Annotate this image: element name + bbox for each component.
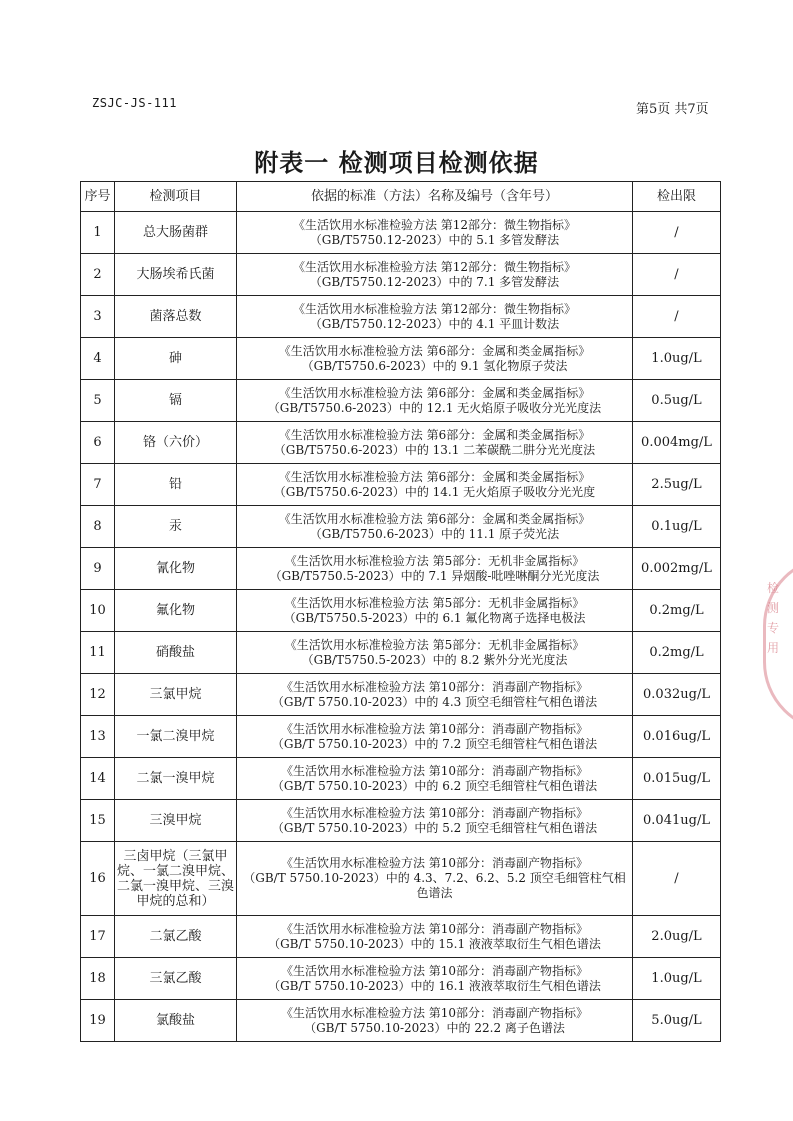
row-number: 1 (81, 212, 115, 254)
table-row (81, 506, 721, 548)
detection-item: 总大肠菌群 (115, 212, 237, 254)
table-row (81, 632, 721, 674)
method-line-1: 《生活饮用水标准检验方法 第10部分：消毒副产物指标》 (280, 856, 589, 870)
method-line-2: （GB/T5750.6-2023）中的 12.1 无火焰原子吸收分光光度法 (267, 400, 602, 415)
table-row (81, 590, 721, 632)
row-number: 7 (81, 464, 115, 506)
method-line-1: 《生活饮用水标准检验方法 第5部分：无机非金属指标》 (284, 553, 585, 568)
row-number: 14 (81, 758, 115, 800)
row-number: 17 (81, 916, 115, 958)
detection-limit: 0.032ug/L (633, 674, 721, 716)
method-line-1: 《生活饮用水标准检验方法 第6部分：金属和类金属指标》 (278, 469, 591, 484)
seal-stamp (757, 556, 793, 726)
table-row (81, 842, 721, 916)
detection-limit: 0.002mg/L (633, 548, 721, 590)
table-row (81, 338, 721, 380)
table-header-row (81, 182, 721, 212)
table-row (81, 296, 721, 338)
row-number: 19 (81, 1000, 115, 1042)
detection-limit: 0.004mg/L (633, 422, 721, 464)
detection-limit: 0.5ug/L (633, 380, 721, 422)
detection-limit: 0.2mg/L (633, 632, 721, 674)
method-standard (237, 464, 633, 506)
detection-limit: 2.5ug/L (633, 464, 721, 506)
table-row (81, 422, 721, 464)
method-line-1: 《生活饮用水标准检验方法 第12部分：微生物指标》 (292, 259, 577, 274)
method-standard (237, 716, 633, 758)
detection-limit: / (633, 212, 721, 254)
method-standard (237, 506, 633, 548)
column-header-item: 检测项目 (115, 182, 237, 212)
method-standard (237, 212, 633, 254)
table-row (81, 674, 721, 716)
method-line-2: （GB/T5750.6-2023）中的 14.1 无火焰原子吸收分光光度 (273, 484, 596, 499)
method-line-2: （GB/T5750.5-2023）中的 7.1 异烟酸-吡唑啉酮分光光度法 (269, 568, 600, 583)
detection-item: 二氯乙酸 (115, 916, 237, 958)
method-line-2: （GB/T5750.6-2023）中的 9.1 氢化物原子荧法 (301, 358, 568, 373)
row-number: 11 (81, 632, 115, 674)
detection-item: 二氯一溴甲烷 (115, 758, 237, 800)
column-header-limit: 检出限 (633, 182, 721, 212)
method-line-1: 《生活饮用水标准检验方法 第6部分：金属和类金属指标》 (278, 511, 591, 526)
row-number: 10 (81, 590, 115, 632)
method-standard (237, 674, 633, 716)
detection-item: 砷 (115, 338, 237, 380)
method-standard (237, 338, 633, 380)
method-standard (237, 548, 633, 590)
row-number: 16 (81, 842, 115, 916)
standards-table (80, 181, 721, 1042)
column-header-no: 序号 (81, 182, 115, 212)
table-row (81, 254, 721, 296)
method-line-1: 《生活饮用水标准检验方法 第5部分：无机非金属指标》 (284, 637, 585, 652)
method-line-1: 《生活饮用水标准检验方法 第5部分：无机非金属指标》 (284, 595, 585, 610)
method-standard (237, 296, 633, 338)
detection-item: 菌落总数 (115, 296, 237, 338)
detection-item: 大肠埃希氏菌 (115, 254, 237, 296)
row-number: 2 (81, 254, 115, 296)
method-standard (237, 422, 633, 464)
method-line-2: （GB/T 5750.10-2023）中的 5.2 顶空毛细管柱气相色谱法 (271, 820, 598, 835)
detection-limit: 0.015ug/L (633, 758, 721, 800)
table-row (81, 758, 721, 800)
method-line-1: 《生活饮用水标准检验方法 第10部分：消毒副产物指标》 (280, 721, 589, 736)
method-standard (237, 758, 633, 800)
method-standard (237, 1000, 633, 1042)
table-row (81, 464, 721, 506)
method-line-1: 《生活饮用水标准检验方法 第10部分：消毒副产物指标》 (280, 921, 589, 936)
table-row (81, 916, 721, 958)
detection-item: 三溴甲烷 (115, 800, 237, 842)
detection-limit: 0.1ug/L (633, 506, 721, 548)
row-number: 6 (81, 422, 115, 464)
row-number: 3 (81, 296, 115, 338)
method-standard (237, 632, 633, 674)
method-line-2: （GB/T5750.12-2023）中的 4.1 平皿计数法 (309, 316, 560, 331)
method-line-1: 《生活饮用水标准检验方法 第6部分：金属和类金属指标》 (278, 343, 591, 358)
row-number: 9 (81, 548, 115, 590)
method-line-2: （GB/T 5750.10-2023）中的 22.2 离子色谱法 (304, 1020, 565, 1035)
method-standard (237, 254, 633, 296)
row-number: 8 (81, 506, 115, 548)
page-number: 第5页 共7页 (636, 102, 709, 117)
method-standard (237, 842, 633, 916)
method-line-2: （GB/T5750.6-2023）中的 11.1 原子荧光法 (309, 526, 560, 541)
method-line-2: （GB/T 5750.10-2023）中的 4.3 顶空毛细管柱气相色谱法 (271, 694, 598, 709)
detection-limit: 1.0ug/L (633, 958, 721, 1000)
table-row (81, 212, 721, 254)
detection-item: 铬（六价） (115, 422, 237, 464)
method-line-2: （GB/T 5750.10-2023）中的 6.2 顶空毛细管柱气相色谱法 (271, 778, 598, 793)
table-row (81, 958, 721, 1000)
detection-limit: 5.0ug/L (633, 1000, 721, 1042)
row-number: 13 (81, 716, 115, 758)
method-line-1: 《生活饮用水标准检验方法 第6部分：金属和类金属指标》 (278, 385, 591, 400)
detection-item: 铅 (115, 464, 237, 506)
method-line-2: （GB/T 5750.10-2023）中的 16.1 液液萃取衍生气相色谱法 (268, 978, 601, 993)
detection-limit: / (633, 842, 721, 916)
row-number: 15 (81, 800, 115, 842)
method-standard (237, 958, 633, 1000)
row-number: 5 (81, 380, 115, 422)
method-line-2: （GB/T5750.6-2023）中的 13.1 二苯碳酰二肼分光光度法 (273, 442, 596, 457)
detection-item: 氟化物 (115, 590, 237, 632)
method-standard (237, 916, 633, 958)
row-number: 18 (81, 958, 115, 1000)
table-row (81, 548, 721, 590)
page-title: 附表一 检测项目检测依据 (254, 149, 539, 177)
method-line-2: （GB/T5750.5-2023）中的 6.1 氟化物离子选择电极法 (283, 610, 586, 625)
method-line-1: 《生活饮用水标准检验方法 第10部分：消毒副产物指标》 (280, 763, 589, 778)
column-header-method: 依据的标准（方法）名称及编号（含年号） (237, 182, 633, 212)
detection-item: 氰化物 (115, 548, 237, 590)
detection-item: 一氯二溴甲烷 (115, 716, 237, 758)
table-row (81, 800, 721, 842)
method-line-2: （GB/T5750.12-2023）中的 5.1 多管发酵法 (309, 232, 560, 247)
detection-item: 汞 (115, 506, 237, 548)
table-row (81, 1000, 721, 1042)
detection-limit: 0.2mg/L (633, 590, 721, 632)
detection-limit: 0.016ug/L (633, 716, 721, 758)
detection-item: 镉 (115, 380, 237, 422)
row-number: 12 (81, 674, 115, 716)
method-standard (237, 800, 633, 842)
method-line-1: 《生活饮用水标准检验方法 第12部分：微生物指标》 (292, 301, 577, 316)
detection-limit: 2.0ug/L (633, 916, 721, 958)
method-line-1: 《生活饮用水标准检验方法 第10部分：消毒副产物指标》 (280, 1005, 589, 1020)
method-line-1: 《生活饮用水标准检验方法 第12部分：微生物指标》 (292, 217, 577, 232)
detection-item: 三卤甲烷（三氯甲烷、一氯二溴甲烷、二氯一溴甲烷、三溴甲烷的总和） (115, 842, 237, 916)
method-line-2: （GB/T 5750.10-2023）中的 15.1 液液萃取衍生气相色谱法 (268, 936, 601, 951)
method-line-1: 《生活饮用水标准检验方法 第6部分：金属和类金属指标》 (278, 427, 591, 442)
table-row (81, 380, 721, 422)
row-number: 4 (81, 338, 115, 380)
method-standard (237, 380, 633, 422)
detection-limit: 1.0ug/L (633, 338, 721, 380)
detection-item: 氯酸盐 (115, 1000, 237, 1042)
method-line-1: 《生活饮用水标准检验方法 第10部分：消毒副产物指标》 (280, 679, 589, 694)
document-code: ZSJC-JS-111 (92, 96, 177, 110)
detection-item: 硝酸盐 (115, 632, 237, 674)
detection-item: 三氯甲烷 (115, 674, 237, 716)
method-line-1: 《生活饮用水标准检验方法 第10部分：消毒副产物指标》 (280, 963, 589, 978)
detection-limit: 0.041ug/L (633, 800, 721, 842)
seal-text: 检测专用 (767, 581, 780, 655)
detection-limit: / (633, 254, 721, 296)
method-line-2: （GB/T5750.5-2023）中的 8.2 紫外分光光度法 (301, 652, 568, 667)
detection-limit: / (633, 296, 721, 338)
method-line-2: （GB/T 5750.10-2023）中的 7.2 顶空毛细管柱气相色谱法 (271, 736, 598, 751)
method-line-1: 《生活饮用水标准检验方法 第10部分：消毒副产物指标》 (280, 805, 589, 820)
method-line-2: （GB/T 5750.10-2023）中的 4.3、7.2、6.2、5.2 顶空毛细管柱气相色谱法 (243, 871, 626, 900)
detection-item: 三氯乙酸 (115, 958, 237, 1000)
method-line-2: （GB/T5750.12-2023）中的 7.1 多管发酵法 (309, 274, 560, 289)
table-row (81, 716, 721, 758)
method-standard (237, 590, 633, 632)
